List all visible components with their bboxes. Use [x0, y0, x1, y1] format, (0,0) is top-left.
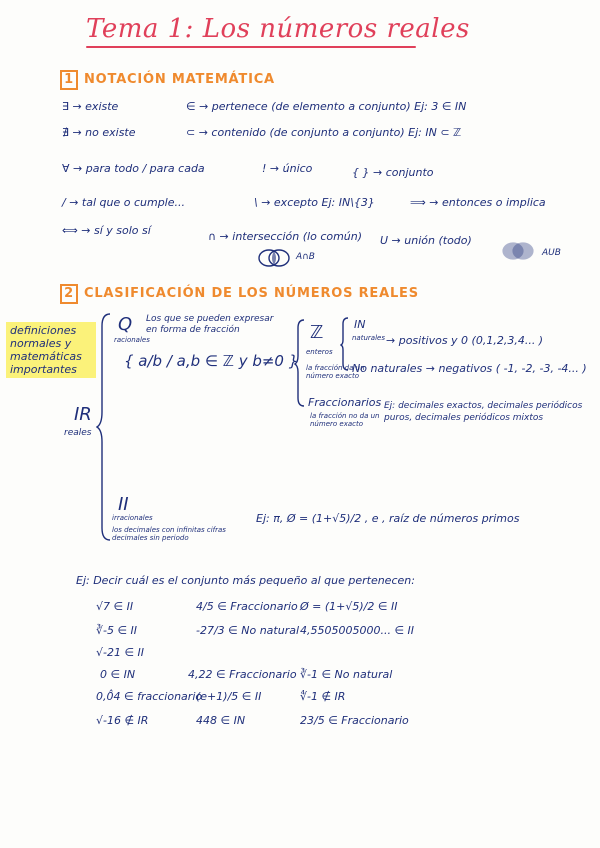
venn-union-label: AUB	[542, 248, 561, 258]
exercise-item: ∜-1 ∉ IR	[300, 690, 346, 703]
reals-symbol: IR	[74, 404, 92, 425]
exercise-item: ∛-1 ∈ No natural	[300, 668, 393, 681]
section-1-heading	[60, 70, 275, 90]
reals-label: reales	[64, 428, 92, 438]
integers-note: la fracción da un número exacto	[306, 364, 365, 380]
exercise-item: 23/5 ∈ Fraccionario	[300, 714, 409, 727]
rationals-label: racionales	[114, 336, 150, 344]
exercise-item: 448 ∈ IN	[196, 714, 246, 727]
section-2-heading	[60, 284, 419, 304]
section-2-title: CLASIFICACIÓN DE LOS NÚMEROS REALES	[84, 286, 419, 301]
exercise-item: -27/3 ∈ No natural	[196, 624, 300, 637]
notation-belongs: ∈ → pertenece (de elemento a conjunto) Ej: 3 ∈ IN	[186, 100, 467, 113]
notation-implies: ⟹ → entonces o implica	[410, 196, 546, 209]
section-1-title: NOTACIÓN MATEMÁTICA	[84, 72, 275, 87]
page-title: Tema 1: Los números reales	[86, 14, 470, 44]
fractions-label: Fraccionarios	[308, 396, 382, 409]
notation-union: U → unión (todo)	[380, 234, 472, 247]
exercise-item: Ø = (1+√5)/2 ∈ II	[300, 600, 398, 613]
section-1-number: 1	[60, 70, 78, 90]
fractions-description: Ej: decimales exactos, decimales periódicos puros, decimales periódicos mixtos	[384, 401, 583, 423]
fractions-note: la fracción no da un número exacto	[310, 412, 380, 428]
rationals-description: Los que se pueden expresar en forma de fracción	[146, 314, 274, 335]
exercise-item: √7 ∈ II	[96, 600, 134, 613]
naturals-symbol: IN	[354, 318, 366, 331]
section-2-number: 2	[60, 284, 78, 304]
venn-intersection-label: A∩B	[296, 252, 315, 262]
exercise-item: √-16 ∉ IR	[96, 714, 149, 727]
rationals-brace	[294, 318, 306, 408]
notation-intersection: ∩ → intersección (lo común)	[208, 230, 363, 243]
exercise-item: (e+1)/5 ∈ II	[196, 690, 262, 703]
rationals-set: { a/b / a,b ∈ ℤ y b≠0 }	[124, 352, 299, 370]
irrationals-note: los decimales con infinitas cifras decimales sin periodo	[112, 526, 226, 542]
rationals-symbol: Q	[118, 314, 133, 335]
notation-forall: ∀ → para todo / para cada	[62, 162, 205, 175]
naturals-description: → positivos y 0 (0,1,2,3,4... )	[386, 334, 544, 347]
exercise-item: 4,5505005000... ∈ II	[300, 624, 415, 637]
notation-such-that: / → tal que o cumple...	[62, 196, 185, 209]
notation-exists: ∃ → existe	[62, 100, 119, 113]
exercise-item: 0,0̂4 ∈ fraccionario	[96, 690, 203, 703]
exercise-prompt: Ej: Decir cuál es el conjunto más pequeño al que pertenecen:	[76, 574, 415, 587]
irrationals-example: Ej: π, Ø = (1+√5)/2 , e , raíz de números primos	[256, 512, 520, 525]
notation-unique: ! → único	[262, 162, 313, 175]
exercise-item: 0 ∈ IN	[100, 668, 136, 681]
naturals-label: naturales	[352, 334, 385, 342]
notation-iff: ⟺ → sí y solo sí	[62, 224, 151, 237]
integers-brace	[340, 316, 350, 372]
venn-intersection-icon	[256, 248, 292, 268]
title-underline	[86, 46, 416, 48]
notation-contained: ⊂ → contenido (de conjunto a conjunto) Ej: IN ⊂ ℤ	[186, 126, 462, 139]
integers-symbol: ℤ	[310, 322, 324, 343]
venn-union-icon	[500, 240, 536, 262]
exercise-item: ∛-5 ∈ II	[96, 624, 138, 637]
integers-label: enteros	[306, 348, 333, 356]
exercise-item: 4/5 ∈ Fraccionario	[196, 600, 298, 613]
notation-set: { } → conjunto	[352, 166, 434, 179]
irrationals-label: irracionales	[112, 514, 153, 522]
negatives-description: No naturales → negativos ( -1, -2, -3, -4... )	[352, 362, 587, 375]
exercise-item: 4,22 ∈ Fraccionario	[188, 668, 297, 681]
exercise-item: √-21 ∈ II	[96, 646, 145, 659]
notation-not-exists: ∄ → no existe	[62, 126, 136, 139]
reals-brace	[96, 312, 112, 542]
irrationals-symbol: II	[118, 494, 129, 515]
highlighted-note: definiciones normales y matemáticas importantes	[6, 322, 96, 378]
notation-except: \ → excepto Ej: IN\{3}	[254, 196, 375, 209]
